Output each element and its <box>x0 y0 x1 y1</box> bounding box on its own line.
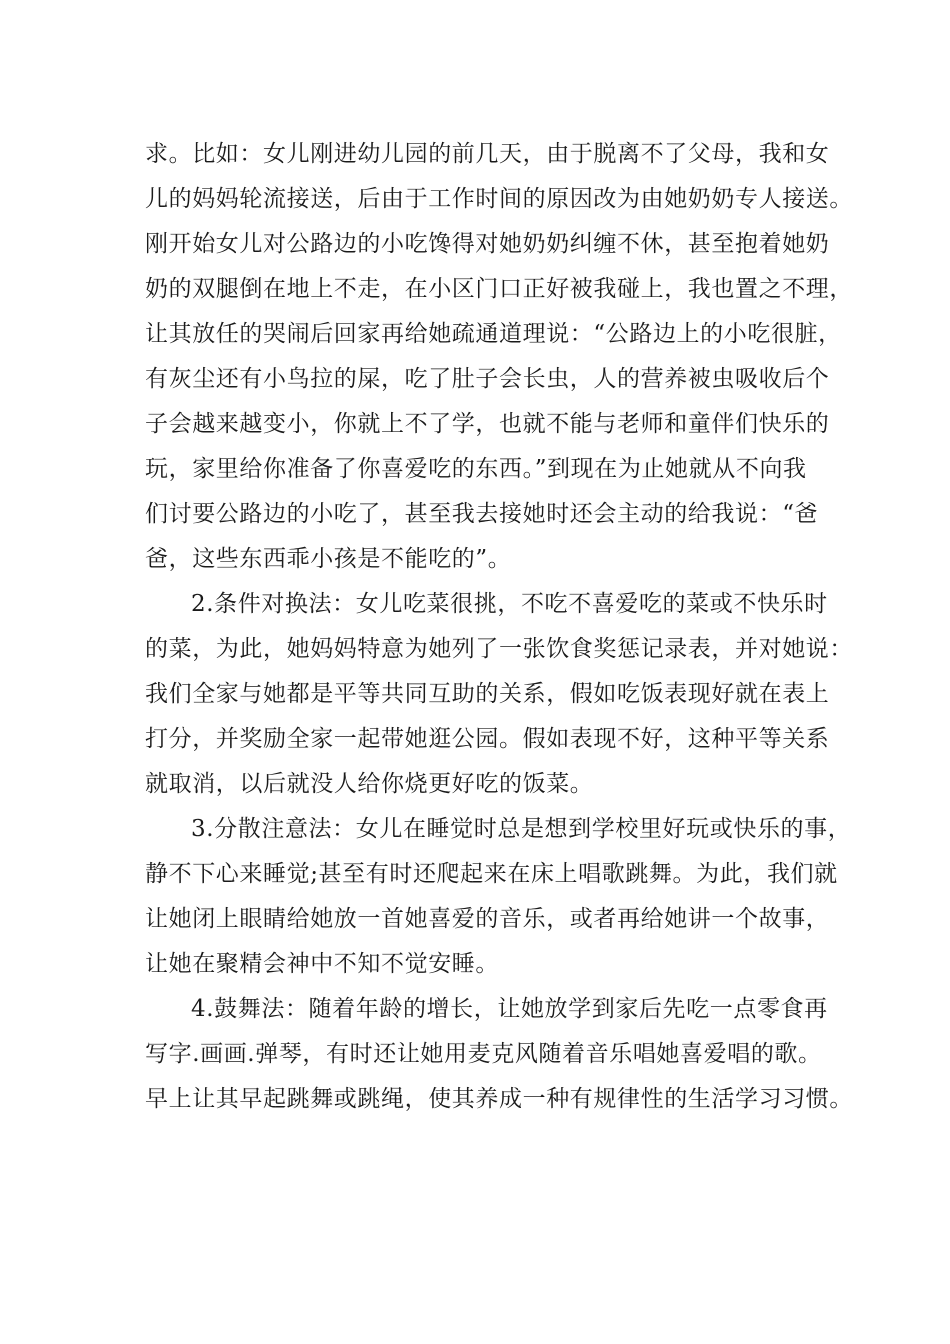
text-line: 奶的双腿倒在地上不走，在小区门口正好被我碰上，我也置之不理， <box>145 276 853 302</box>
text-line: 的菜，为此，她妈妈特意为她列了一张饮食奖惩记录表，并对她说： <box>145 636 853 662</box>
paragraph-start-line: 3.分散注意法：女儿在睡觉时总是想到学校里好玩或快乐的事， <box>191 816 852 842</box>
text-line: 玩，家里给你准备了你喜爱吃的东西。”到现在为止她就从不向我 <box>145 456 807 482</box>
text-line: 写字.画画.弹琴，有时还让她用麦克风随着音乐唱她喜爱唱的歌。 <box>145 1041 822 1067</box>
text-line: 刚开始女儿对公路边的小吃馋得对她奶奶纠缠不休，甚至抱着她奶 <box>145 231 830 257</box>
text-line: 打分，并奖励全家一起带她逛公园。假如表现不好，这种平等关系 <box>145 726 830 752</box>
text-line: 静不下心来睡觉;甚至有时还爬起来在床上唱歌跳舞。为此，我们就 <box>145 861 838 887</box>
text-line: 们讨要公路边的小吃了，甚至我去接她时还会主动的给我说：“爸 <box>145 501 819 527</box>
text-line: 子会越来越变小，你就上不了学，也就不能与老师和童伴们快乐的 <box>145 411 830 437</box>
text-line: 爸，这些东西乖小孩是不能吃的”。 <box>145 546 512 572</box>
text-line: 有灰尘还有小鸟拉的屎，吃了肚子会长虫，人的营养被虫吸收后个 <box>145 366 830 392</box>
paragraph-start-line: 4.鼓舞法：随着年龄的增长，让她放学到家后先吃一点零食再 <box>191 996 828 1022</box>
text-line: 让其放任的哭闹后回家再给她疏通道理说：“公路边上的小吃很脏， <box>145 321 842 347</box>
body-text <box>145 132 853 1122</box>
paragraph-start-line: 2.条件对换法：女儿吃菜很挑，不吃不喜爱吃的菜或不快乐时 <box>191 591 828 617</box>
text-line: 早上让其早起跳舞或跳绳，使其养成一种有规律性的生活学习习惯。 <box>145 1086 853 1112</box>
text-line: 求。比如：女儿刚进幼儿园的前几天，由于脱离不了父母，我和女 <box>145 141 830 167</box>
text-line: 我们全家与她都是平等共同互助的关系，假如吃饭表现好就在表上 <box>145 681 830 707</box>
text-line: 让她闭上眼睛给她放一首她喜爱的音乐，或者再给她讲一个故事， <box>145 906 830 932</box>
text-line: 让她在聚精会神中不知不觉安睡。 <box>145 951 499 977</box>
text-line: 就取消，以后就没人给你烧更好吃的饭菜。 <box>145 771 594 797</box>
text-line: 儿的妈妈轮流接送，后由于工作时间的原因改为由她奶奶专人接送。 <box>145 186 853 212</box>
